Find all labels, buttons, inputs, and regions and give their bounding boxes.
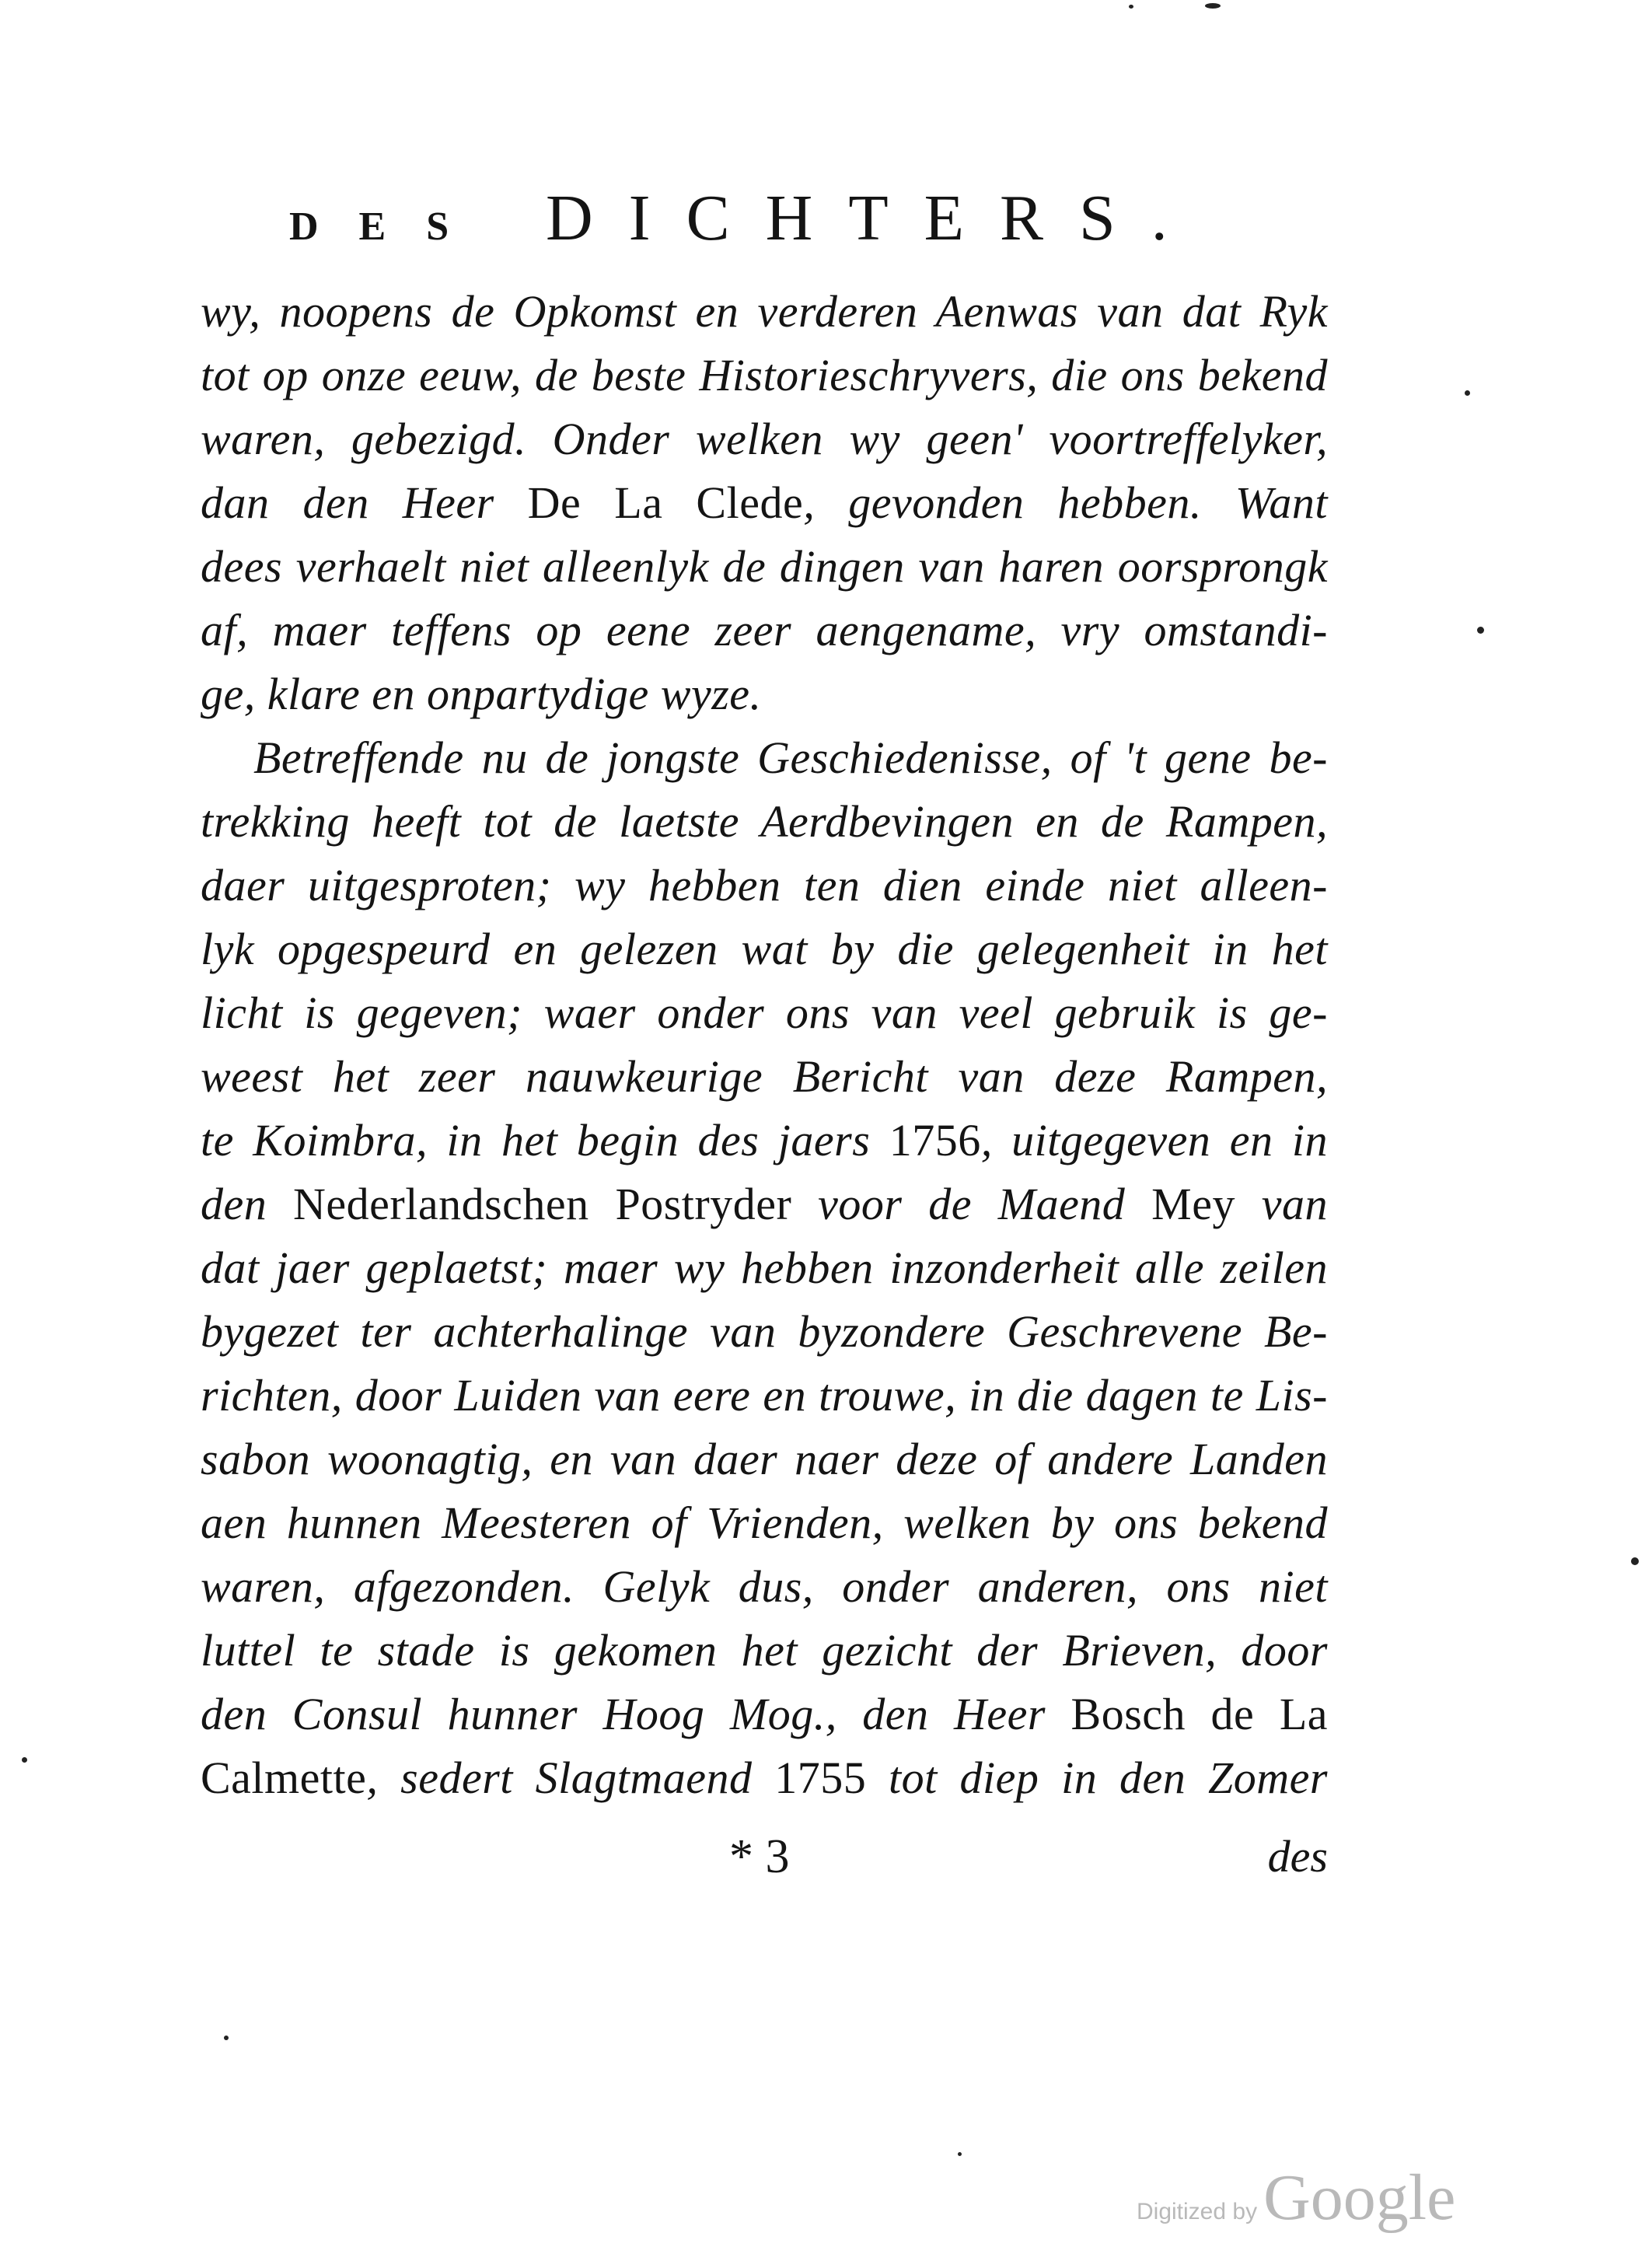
italic-text-run: dat jaer geplaetst; maer wy hebben inzonderheit alle zeilen — [201, 1242, 1328, 1293]
signature-mark: * 3 — [729, 1830, 790, 1883]
text-line — [201, 917, 1328, 981]
text-line — [201, 1746, 1328, 1810]
scan-speck — [1129, 5, 1133, 9]
scan-speck — [958, 2152, 962, 2156]
text-line — [201, 280, 1328, 344]
text-line — [201, 790, 1328, 854]
text-line — [201, 1045, 1328, 1109]
text-line — [201, 1428, 1328, 1491]
italic-text-run: , sedert Slagtmaend — [366, 1753, 775, 1803]
text-line — [201, 1491, 1328, 1555]
italic-text-run: te Koimbra, in het begin des jaers — [201, 1115, 889, 1165]
scan-speck — [224, 2036, 229, 2040]
text-line — [201, 854, 1328, 917]
catchword: des — [1267, 1831, 1328, 1882]
body-text — [201, 280, 1328, 1810]
watermark-prefix: Digitized by — [1137, 2199, 1258, 2224]
roman-text-run: 1756 — [889, 1115, 981, 1165]
italic-text-run: luttel te stade is gekomen het gezicht der Brieven, door — [201, 1625, 1328, 1676]
italic-text-run: tot op onze eeuw, de beste Historieschryvers, die ons bekend — [201, 350, 1328, 400]
scan-speck — [1477, 627, 1484, 634]
italic-text-run: sabon woonagtig, en van daer naer deze of andere Landen — [201, 1434, 1328, 1484]
italic-text-run: bygezet ter achterhalinge van byzondere Geschrevene Be- — [201, 1306, 1328, 1357]
italic-text-run: trekking heeft tot de laetste Aerdbevingen en de Rampen, — [201, 796, 1328, 847]
roman-text-run: Bosch de La — [1070, 1689, 1328, 1739]
text-line — [201, 1364, 1328, 1428]
italic-text-run: dees verhaelt niet alleenlyk de dingen van haren oorsprongk — [201, 541, 1328, 592]
watermark-logo: Google — [1263, 2161, 1456, 2234]
italic-text-run: den Consul hunner Hoog Mog., den Heer — [201, 1689, 1071, 1739]
roman-text-run: Nederlandschen Postryder — [293, 1179, 792, 1229]
italic-text-run: dan den Heer — [201, 477, 528, 528]
roman-text-run: 1755 — [774, 1753, 867, 1803]
italic-text-run: wy, noopens de Opkomst en verderen Aenwas van dat Ryk — [201, 286, 1328, 337]
running-head-title: DICHTERS. — [546, 182, 1203, 254]
text-line — [201, 535, 1328, 599]
roman-text-run: Mey — [1151, 1179, 1235, 1229]
italic-text-run: , uitgegeven en in — [980, 1115, 1328, 1165]
text-line — [201, 599, 1328, 662]
italic-text-run: , gevonden hebben. Want — [803, 477, 1328, 528]
italic-text-run: voor de Maend — [791, 1179, 1152, 1229]
page-footer — [201, 1826, 1328, 1888]
text-line — [201, 407, 1328, 471]
digitization-watermark — [1137, 2160, 1456, 2234]
text-line — [201, 1683, 1328, 1746]
text-line — [201, 662, 1328, 726]
italic-text-run: Betreffende nu de jongste Geschiedenisse, of 't gene be- — [253, 732, 1328, 783]
text-line — [201, 1619, 1328, 1683]
italic-text-run: weest het zeer nauwkeurige Bericht van deze Rampen, — [201, 1051, 1328, 1102]
italic-text-run: ge, klare en onpartydige wyze. — [201, 669, 762, 719]
running-head-small-caps: DES — [289, 204, 490, 249]
italic-text-run: daer uitgesproten; wy hebben ten dien einde niet alleen- — [201, 860, 1328, 910]
text-line — [201, 1172, 1328, 1236]
italic-text-run: richten, door Luiden van eere en trouwe, in die dagen te Lis- — [201, 1370, 1328, 1421]
italic-text-run: den — [201, 1179, 294, 1229]
italic-text-run: waren, afgezonden. Gelyk dus, onder anderen, ons niet — [201, 1561, 1328, 1612]
italic-text-run: licht is gegeven; waer onder ons van veel gebruik is ge- — [201, 987, 1328, 1038]
italic-text-run: tot diep in den Zomer — [866, 1753, 1328, 1803]
text-line — [201, 1555, 1328, 1619]
scan-speck — [1465, 390, 1470, 396]
scan-speck — [22, 1757, 27, 1763]
running-head — [289, 180, 1238, 255]
text-line — [201, 471, 1328, 535]
roman-text-run: Calmette — [201, 1753, 367, 1803]
italic-text-run: waren, gebezigd. Onder welken wy geen' voortreffelyker, — [201, 414, 1328, 464]
italic-text-run: af, maer teffens op eene zeer aengename, vry omstandi- — [201, 605, 1328, 655]
text-line — [201, 1109, 1328, 1172]
text-line — [201, 981, 1328, 1045]
text-line — [201, 344, 1328, 407]
italic-text-run: aen hunnen Meesteren of Vrienden, welken by ons bekend — [201, 1497, 1328, 1548]
text-line — [201, 1236, 1328, 1300]
italic-text-run: lyk opgespeurd en gelezen wat by die gelegenheit in het — [201, 924, 1328, 974]
scan-speck — [1205, 3, 1221, 9]
text-line — [201, 726, 1328, 790]
text-line — [201, 1300, 1328, 1364]
italic-text-run: van — [1235, 1179, 1328, 1229]
roman-text-run: De La Clede — [527, 477, 804, 528]
scan-speck — [1631, 1557, 1639, 1565]
